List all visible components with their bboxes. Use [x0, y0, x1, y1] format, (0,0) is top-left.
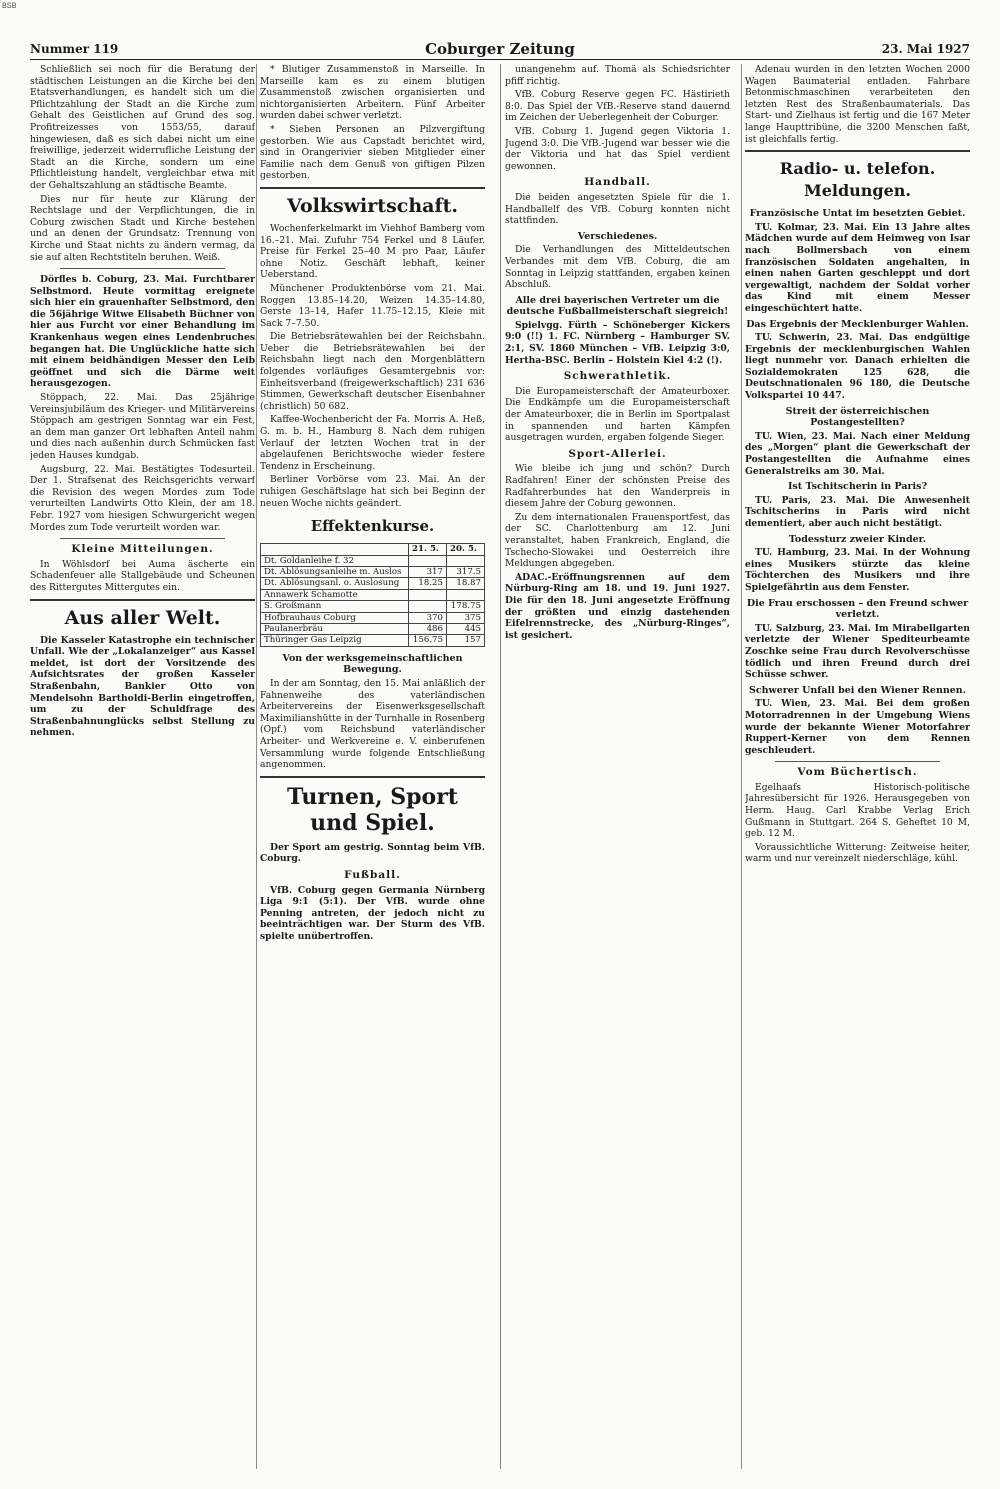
- article-paragraph: Dies nur für heute zur Klärung der Rechtslage und der Verpflichtungen, die in Coburg zwischen Stadt und Kirche bestehen und an denen der Grundsatz: Trennung von Kirche und Staat nichts zu ändern vermag, da sie auf alten Rechtstiteln beruhen. Weiß.: [30, 193, 255, 263]
- article-paragraph: Egelhaafs Historisch-politische Jahresübersicht für 1926. Herausgegeben von Herm. Haug. Carl Krabbe Verlag Erich Gußmann in Stuttgart. 264 S. Geheftet 10 M, geb. 12 M.: [745, 781, 970, 840]
- article-paragraph: Die Verhandlungen des Mitteldeutschen Verbandes mit dem VfB. Coburg, die am Sonntag in Leipzig stattfanden, ergaben keinen Abschluß.: [505, 244, 730, 291]
- section-heading: Die Frau erschossen – den Freund schwer verletzt.: [746, 597, 969, 621]
- table-row: Annawerk Schamotte: [261, 589, 485, 600]
- table-row: Hofbrauhaus Coburg 370 375: [261, 612, 485, 623]
- table-header: 20. 5.: [447, 544, 485, 555]
- column-1: [30, 64, 255, 1469]
- column-divider: [500, 64, 501, 1469]
- article-paragraph: TU. Kolmar, 23. Mai. Ein 13 Jahre altes Mädchen wurde auf dem Heimweg von Isar nach Bollmersbach von einem französischen Soldaten angehalten, in einen nahen Garten geschleppt und dort vergewaltigt, nachdem der Soldat vorher das Kind mit einem Messer eingeschüchtert hatte.: [745, 221, 970, 314]
- section-heading: Volkswirtschaft.: [286, 194, 459, 217]
- section-heading: Das Ergebnis der Mecklenburger Wahlen.: [746, 318, 969, 330]
- article-paragraph: Münchener Produktenbörse vom 21. Mai. Roggen 13.85–14.20, Weizen 14.35–14.80, Gerste 13–14, Hafer 11.75–12.15, Kleie mit Sack 7–7.50.: [260, 282, 485, 329]
- column-divider: [256, 64, 257, 1469]
- section-heading: Radio- u. telefon. Meldungen.: [779, 159, 936, 201]
- section-heading: Vom Büchertisch.: [797, 766, 918, 779]
- table-row: Thüringer Gas Leipzig 156.75 157: [261, 635, 485, 646]
- stock-quotes-table: [260, 543, 485, 647]
- article-paragraph: TU. Wien, 23. Mai. Nach einer Meldung des „Morgen“ plant die Gewerkschaft der Postangestellten die Aufnahme eines Generalstreiks am 30. Mai.: [745, 430, 970, 477]
- article-paragraph: Augsburg, 22. Mai. Bestätigtes Todesurteil. Der 1. Strafsenat des Reichsgerichts verwarf die Revision des wegen Mordes zum Tode verurteilten Landwirts Otto Klein, der am 18. Febr. 1927 vom hiesigen Schwurgericht wegen Mordes zum Tode verurteilt worden war.: [30, 463, 255, 533]
- table-row: Dt. Ablösungsanleihe m. Auslos 317 317.5: [261, 567, 485, 578]
- column-2: [260, 64, 485, 1469]
- article-paragraph: ADAC.-Eröffnungsrennen auf dem Nürburg-Ring am 18. und 19. Juni 1927. Die für den 18. Juni angesetzte Eröffnung der größten und einzig dastehenden Eifelrennstrecke, des „Nürburg-Ringes“, ist gesichert.: [505, 571, 730, 641]
- article-paragraph: Voraussichtliche Witterung: Zeitweise heiter, warm und nur vereinzelt niederschläge, kühl.: [745, 841, 970, 865]
- article-paragraph: Der Sport am gestrig. Sonntag beim VfB. Coburg.: [260, 841, 485, 865]
- table-header: 21. 5.: [409, 544, 447, 555]
- article-paragraph: Spielvgg. Fürth – Schöneberger Kickers 9:0 (!!) 1. FC. Nürnberg – Hamburger SV. 2:1, SV. 1860 München – VfB. Leipzig 3:0, Hertha-BSC. Berlin – Holstein Kiel 4:2 (!).: [505, 319, 730, 366]
- column-4: [745, 64, 970, 1469]
- table-row: Dt. Goldanleihe f. 32: [261, 555, 485, 566]
- section-heading: Todessturz zweier Kinder.: [788, 533, 927, 545]
- newspaper-title: Coburger Zeitung: [425, 40, 575, 58]
- article-paragraph: TU. Paris, 23. Mai. Die Anwesenheit Tschitscherins in Paris wird nicht dementiert, aber auch nicht bestätigt.: [745, 494, 970, 529]
- section-heading: Streit der österreichischen Postangestellten?: [785, 405, 930, 429]
- section-heading: Fußball.: [344, 868, 401, 881]
- issue-date: 23. Mai 1927: [881, 42, 970, 56]
- section-heading: Schwerathletik.: [563, 370, 672, 383]
- section-heading: Kleine Mitteilungen.: [71, 543, 214, 556]
- issue-number: Nummer 119: [30, 42, 119, 56]
- section-heading: Effektenkurse.: [310, 517, 435, 536]
- table-header: [261, 544, 409, 555]
- article-paragraph: Adenau wurden in den letzten Wochen 2000 Wagen Baumaterial entladen. Fahrbare Betonmischmaschinen verarbeiteten den letzten Rest des Straßenbaumaterials. Das Start- und Zielhaus ist fertig und die 167 Meter lange Haupttribüne, die 3200 Menschen faßt, ist gleichfalls fertig.: [745, 64, 970, 145]
- section-heading: Französische Untat im besetzten Gebiet.: [749, 208, 966, 220]
- section-heading: Turnen, Sport und Spiel.: [287, 783, 458, 836]
- article-paragraph: Dörfles b. Coburg, 23. Mai. Furchtbarer Selbstmord. Heute vormittag ereignete sich hier ein grauenhafter Selbstmord, den die 56jährige Witwe Elisabeth Büchner von hier aus Furcht vor einer Behandlung im Krankenhaus wegen eines Lendenbruches begangen hat. Die Unglückliche hatte sich mit einem beidhändigen Messer den Leib geöffnet und sich die Därme weit herausgezogen.: [30, 274, 255, 390]
- section-heading: Alle drei bayerischen Vertreter um die deutsche Fußballmeisterschaft siegreich!: [506, 294, 729, 318]
- article-paragraph: Berliner Vorbörse vom 23. Mai. An der ruhigen Geschäftslage hat sich bei Beginn der neuen Woche nichts geändert.: [260, 474, 485, 509]
- article-paragraph: Wochenferkelmarkt im Viehhof Bamberg vom 16.–21. Mai. Zufuhr 754 Ferkel und 8 Läufer. Preise für Ferkel 25–40 M pro Paar, Läufer ohne Notiz. Geschäft lebhaft, keiner Ueberstand.: [260, 222, 485, 281]
- article-paragraph: Wie bleibe ich jung und schön? Durch Radfahren! Einer der schönsten Preise des Radfahrerbundes hat den Wanderpreis in diesem Jahre der Coburg gewonnen.: [505, 463, 730, 510]
- section-heading: Schwerer Unfall bei den Wiener Rennen.: [748, 684, 967, 696]
- column-divider: [741, 64, 742, 1469]
- archive-stamp: BSB: [2, 2, 17, 11]
- article-paragraph: VfB. Coburg gegen Germania Nürnberg Liga 9:1 (5:1). Der VfB. wurde ohne Penning antreten, der jedoch nicht zu beeinträchtigen war. Der Sturm des VfB. spielte unübertroffen.: [260, 884, 485, 942]
- section-heading: Aus aller Welt.: [64, 606, 221, 629]
- article-paragraph: TU. Hamburg, 23. Mai. In der Wohnung eines Musikers stürzte das kleine Töchterchen des Musikers und ihre Spielgefährtin aus dem Fenster.: [745, 547, 970, 593]
- article-paragraph: In Wöhlsdorf bei Auma äscherte ein Schadenfeuer alle Stallgebäude und Scheunen des Rittergutes Mittergutes ein.: [30, 558, 255, 593]
- page-header: [30, 40, 970, 60]
- article-paragraph: Schließlich sei noch für die Beratung der städtischen Leistungen an die Kirche bei den Etatsverhandlungen, es handelt sich um die Pflichtzahlung der Stadt an die Kirche zum Gehalt des Geistlichen auf Grund des sog. Profitreizesses von 1553/55, darauf hingewiesen, daß es sich dabei nicht um eine freiwillige, jederzeit widerrufliche Leistung der Stadt an die Kirche, sondern um eine Pflichtleistung handelt, vergleichbar etwa mit der Gehaltszahlung an städtische Beamte.: [30, 64, 255, 191]
- section-heading: Sport-Allerlei.: [568, 447, 667, 460]
- section-heading: Ist Tschitscherin in Paris?: [787, 481, 928, 493]
- section-heading: Handball.: [584, 176, 651, 189]
- article-paragraph: In der am Sonntag, den 15. Mai anläßlich der Fahnenweihe des vaterländischen Arbeitervereins der Eisenwerksgesellschaft Maximilianshütte in der Turnhalle in Rosenberg (Opf.) vom Reichsbund vaterländischer Arbeiter- und Werkvereine e. V. einberufenen Versammlung wurde folgende Entschließung angenommen.: [260, 678, 485, 771]
- table-row: Dt. Ablösungsanl. o. Auslosung 18.25 18.87: [261, 578, 485, 589]
- article-paragraph: VfB. Coburg 1. Jugend gegen Viktoria 1. Jugend 3:0. Die VfB.-Jugend war besser wie die der Viktoria und hat das Spiel verdient gewonnen.: [505, 125, 730, 172]
- article-paragraph: * Sieben Personen an Pilzvergiftung gestorben. Wie aus Capstadt berichtet wird, sind in Orangerivier sieben Mitglieder einer Familie nach dem Genuß von giftigen Pilzen gestorben.: [260, 123, 485, 182]
- article-paragraph: Die beiden angesetzten Spiele für die 1. Handballelf des VfB. Coburg konnten nicht stattfinden.: [505, 191, 730, 227]
- section-heading: Von der werksgemeinschaftlichen Bewegung.: [282, 652, 463, 676]
- article-paragraph: Die Europameisterschaft der Amateurboxer. Die Endkämpfe um die Europameisterschaft der Amateurboxer, die in Berlin im Sportpalast in spannenden und harten Kämpfen ausgetragen wurden, ergaben folgende Sieger.: [505, 385, 730, 444]
- article-paragraph: unangenehm auf. Thomä als Schiedsrichter pfiff richtig.: [505, 64, 730, 87]
- article-paragraph: Die Kasseler Katastrophe ein technischer Unfall. Wie der „Lokalanzeiger“ aus Kassel meldet, ist dort der Vorsitzende des Aufsichtsrates der großen Kasseler Straßenbahn, Bankier Otto von Mendelsohn Bartholdi-Berlin eingetroffen, um zu der Schuldfrage des Straßenbahnunglücks selbst Stellung zu nehmen.: [30, 634, 255, 739]
- article-paragraph: Zu dem internationalen Frauensportfest, das der SC. Charlottenburg am 12. Juni veranstaltet, haben Frankreich, England, die Tschecho-Slowakei und Oesterreich ihre Meldungen abgegeben.: [505, 511, 730, 570]
- article-paragraph: Kaffee-Wochenbericht der Fa. Morris A. Heß, G. m. b. H., Hamburg 8. Nach dem ruhigen Verlauf der letzten Wochen trat in der abgelaufenen Berichtswoche wieder festere Tendenz in Erscheinung.: [260, 414, 485, 472]
- article-paragraph: * Blutiger Zusammenstoß in Marseille. In Marseille kam es zu einem blutigen Zusammenstoß zwischen organisierten und nichtorganisierten Arbeitern. Fünf Arbeiter wurden dabei schwer verletzt.: [260, 64, 485, 122]
- section-heading: Verschiedenes.: [577, 230, 658, 242]
- article-paragraph: TU. Wien, 23. Mai. Bei dem großen Motorradrennen in der Umgebung Wiens wurde der bekannte Wiener Motorfahrer Ruppert-Kerner von dem Rennen geschleudert.: [745, 698, 970, 756]
- article-paragraph: TU. Schwerin, 23. Mai. Das endgültige Ergebnis der mecklenburgischen Wahlen liegt nunmehr vor. Danach erhielten die Sozialdemokraten 125 628, die Deutschnationalen 96 180, die Deutsche Volkspartei 10 447.: [745, 332, 970, 402]
- article-paragraph: Stöppach, 22. Mai. Das 25jährige Vereinsjubiläum des Krieger- und Militärvereins Stöppach am gestrigen Sonntag war ein Fest, an dem man ganzer Ort lebhaften Anteil nahm und dies nach außenhin durch Schmücken fast jeden Hauses kundgab.: [30, 392, 255, 461]
- table-row: S. Großmann 178.75: [261, 601, 485, 612]
- article-paragraph: TU. Salzburg, 23. Mai. Im Mirabellgarten verletzte der Wiener Spediteurbeamte Zoschke seine Frau durch Revolverschüsse tödlich und ihren Freund durch drei Schüsse schwer.: [745, 622, 970, 681]
- article-paragraph: Die Betriebsrätewahlen bei der Reichsbahn. Ueber die Betriebsrätewahlen bei der Reichsbahn liegt nach den Morgenblättern folgendes vorläufiges Gesamtergebnis vor: Einheitsverband (freigewerkschaftlich) 231 636 Stimmen, Gewerkschaft deutscher Eisenbahner (christlich) 50 682.: [260, 331, 485, 412]
- article-paragraph: VfB. Coburg Reserve gegen FC. Hästirieth 8:0. Das Spiel der VfB.-Reserve stand dauernd im Zeichen der Ueberlegenheit der Coburger.: [505, 89, 730, 124]
- column-3: [505, 64, 730, 1469]
- table-row: Paulanerbräu 486 445: [261, 624, 485, 635]
